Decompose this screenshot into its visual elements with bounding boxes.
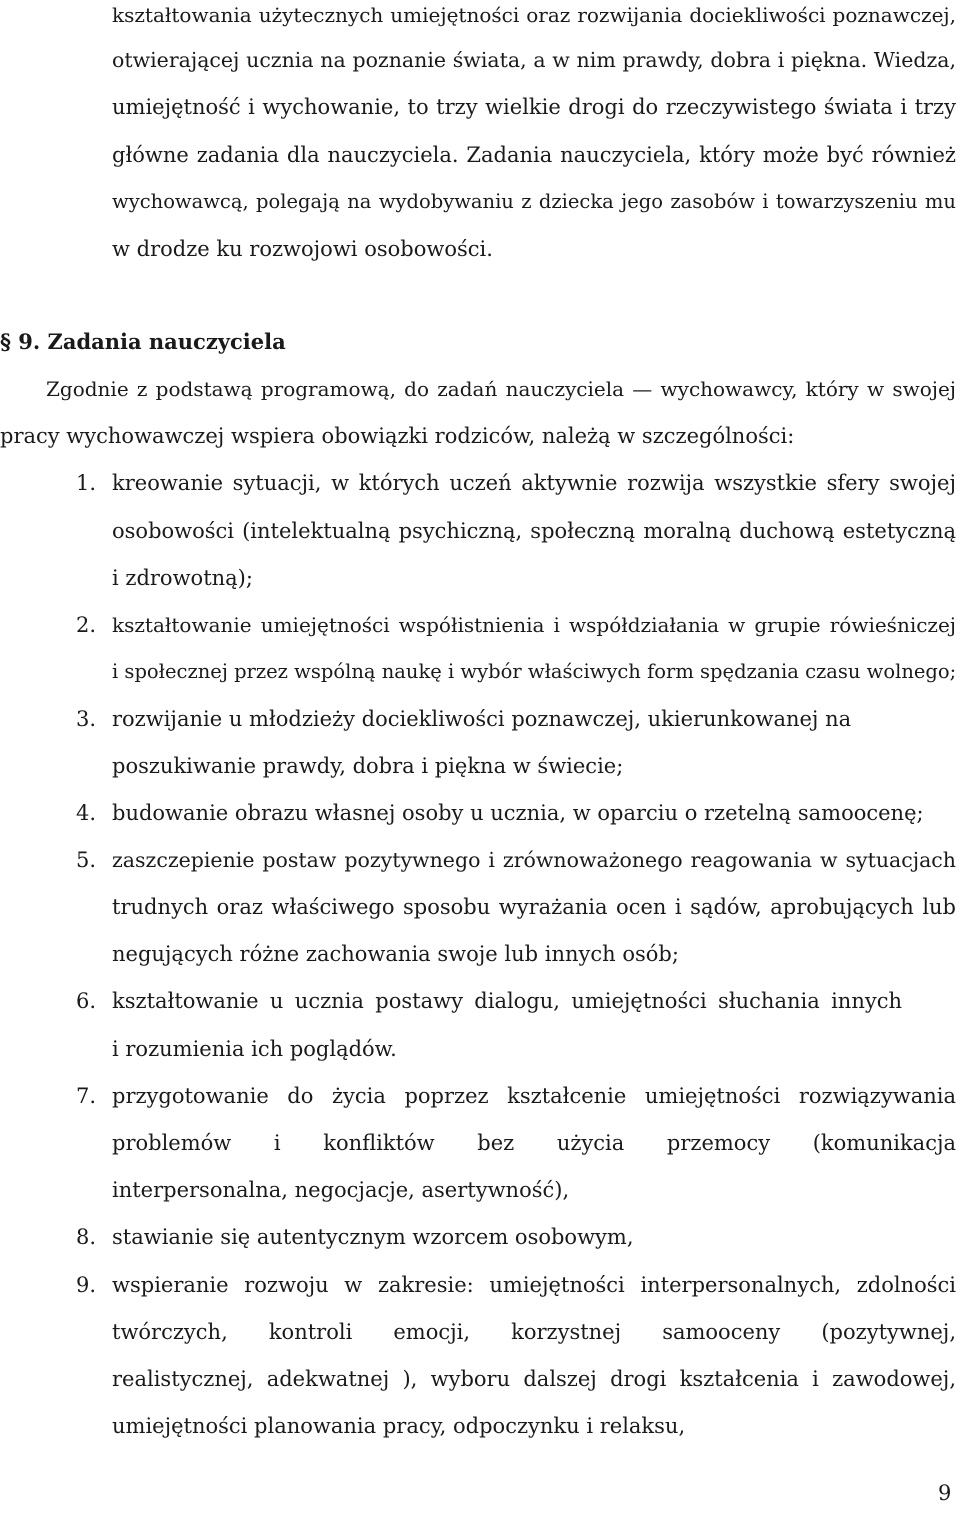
list-item-number: 8. [76,1225,97,1249]
list-item-line: stawianie się autentycznym wzorcem osobowym, [112,1225,634,1249]
list-item-line: i społecznej przez wspólną naukę i wybór właściwych form spędzania czasu wolnego; [112,660,957,683]
paragraph-line: umiejętność i wychowanie, to trzy wielkie drogi do rzeczywistego świata i trzy [112,95,956,119]
list-item-number: 2. [76,613,97,637]
list-item-line: i rozumienia ich poglądów. [112,1037,397,1061]
list-item-number: 6. [76,989,97,1013]
list-item-line: poszukiwanie prawdy, dobra i piękna w świecie; [112,754,624,778]
list-item-line: wspieranie rozwoju w zakresie: umiejętności interpersonalnych, zdolności [112,1273,956,1297]
list-item-number: 9. [76,1273,97,1297]
paragraph-line: wychowawcą, polegają na wydobywaniu z dziecka jego zasobów i towarzyszeniu mu [112,190,956,213]
list-item-number: 4. [76,801,97,825]
list-item-line: interpersonalna, negocjacje, asertywność), [112,1178,570,1202]
list-item-line: kształtowanie u ucznia postawy dialogu, umiejętności słuchania innych [112,989,902,1013]
list-item-line: rozwijanie u młodzieży dociekliwości poznawczej, ukierunkowanej na [112,707,852,731]
section-heading: § 9. Zadania nauczyciela [0,329,286,354]
paragraph-line: Zgodnie z podstawą programową, do zadań nauczyciela — wychowawcy, który w swojej [46,377,956,401]
list-item-line: trudnych oraz właściwego sposobu wyrażania ocen i sądów, aprobujących lub [112,895,956,919]
list-item-number: 5. [76,848,97,872]
list-item-number: 7. [76,1084,97,1108]
list-item-line: realistycznej, adekwatnej ), wyboru dalszej drogi kształcenia i zawodowej, [112,1367,956,1391]
paragraph-line: otwierającej ucznia na poznanie świata, a w nim prawdy, dobra i piękna. Wiedza, [112,48,956,72]
page-number: 9 [938,1481,952,1505]
paragraph-line: w drodze ku rozwojowi osobowości. [112,237,493,261]
paragraph-line: pracy wychowawczej wspiera obowiązki rodziców, należą w szczególności: [0,424,795,448]
list-item-line: negujących różne zachowania swoje lub innych osób; [112,942,679,966]
list-item-line: kształtowanie umiejętności współistnienia i współdziałania w grupie rówieśniczej [112,613,956,637]
paragraph-line: główne zadania dla nauczyciela. Zadania nauczyciela, który może być również [112,143,956,167]
list-item-line: problemów i konfliktów bez użycia przemocy (komunikacja [112,1131,956,1155]
list-item-line: twórczych, kontroli emocji, korzystnej samooceny (pozytywnej, [112,1320,956,1344]
list-item-number: 3. [76,707,97,731]
list-item-line: i zdrowotną); [112,566,253,590]
list-item-line: przygotowanie do życia poprzez kształcenie umiejętności rozwiązywania [112,1084,956,1108]
paragraph-line: kształtowania użytecznych umiejętności oraz rozwijania dociekliwości poznawczej, [112,3,956,27]
list-item-line: osobowości (intelektualną psychiczną, społeczną moralną duchową estetyczną [112,519,956,543]
list-item-number: 1. [76,471,97,495]
list-item-line: umiejętności planowania pracy, odpoczynku i relaksu, [112,1414,686,1438]
list-item-line: budowanie obrazu własnej osoby u ucznia, w oparciu o rzetelną samoocenę; [112,801,924,825]
list-item-line: kreowanie sytuacji, w których uczeń aktywnie rozwija wszystkie sfery swojej [112,471,956,495]
list-item-line: zaszczepienie postaw pozytywnego i zrównoważonego reagowania w sytuacjach [112,848,956,872]
